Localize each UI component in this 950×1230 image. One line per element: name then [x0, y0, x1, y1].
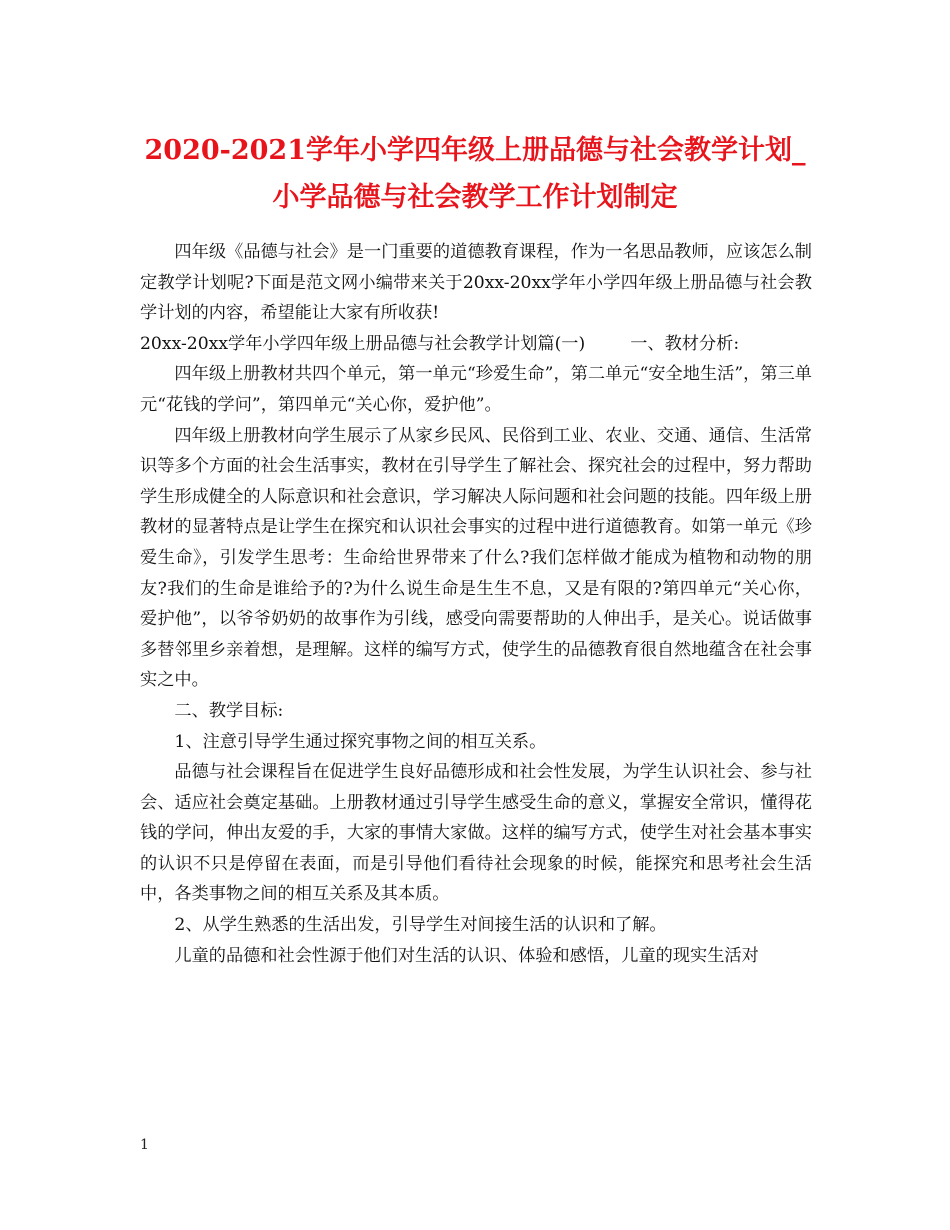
plan-heading-line — [140, 329, 812, 360]
paragraph-goal-2: 儿童的品德和社会性源于他们对生活的认识、体验和感悟，儿童的现实生活对 — [174, 945, 759, 966]
heading-spacer — [585, 329, 630, 360]
section-1-heading: 一、教材分析: — [630, 333, 740, 354]
goal-2-heading: 2、从学生熟悉的生活出发，引导学生对间接生活的认识和了解。 — [174, 915, 667, 936]
document-body — [140, 237, 812, 971]
paragraph-units: 四年级上册教材共四个单元，第一单元“珍爱生命”，第二单元“安全地生活”，第三单元“花钱的学问”，第四单元“关心你，爱护他”。 — [140, 364, 812, 415]
page-number: 1 — [140, 1137, 149, 1153]
document-title-line-1: 2020-2021学年小学四年级上册品德与社会教学计划_ — [144, 135, 806, 166]
paragraph-goal-1: 品德与社会课程旨在促进学生良好品德形成和社会性发展，为学生认识社会、参与社会、适应社会奠定基础。上册教材通过引导学生感受生命的意义，掌握安全常识，懂得花钱的学问，伸出友爱的手，大家的事情大家做。这样的编写方式，使学生对社会基本事实的认识不只是停留在表面，而是引导他们看待社会现象的时候，能探究和思考社会生活中，各类事物之间的相互关系及其本质。 — [140, 762, 812, 905]
goal-1-heading: 1、注意引导学生通过探究事物之间的相互关系。 — [174, 731, 547, 752]
intro-paragraph: 四年级《品德与社会》是一门重要的道德教育课程，作为一名思品教师，应该怎么制定教学计划呢?下面是范文网小编带来关于20xx-20xx学年小学四年级上册品德与社会教学计划的内容，希望能让大家有所收获! — [140, 242, 812, 324]
document-title-line-2: 小学品德与社会教学工作计划制定 — [272, 182, 678, 213]
section-2-heading: 二、教学目标: — [174, 700, 284, 721]
plan-heading: 20xx-20xx学年小学四年级上册品德与社会教学计划篇(一) — [140, 333, 586, 354]
paragraph-material-analysis: 四年级上册教材向学生展示了从家乡民风、民俗到工业、农业、交通、通信、生活常识等多个方面的社会生活事实，教材在引导学生了解社会、探究社会的过程中，努力帮助学生形成健全的人际意识和社会意识，学习解决人际问题和社会问题的技能。四年级上册教材的显著特点是让学生在探究和认识社会事实的过程中进行道德教育。如第一单元《珍爱生命》，引发学生思考：生命给世界带来了什么?我们怎样做才能成为植物和动物的朋友?我们的生命是谁给予的?为什么说生命是生生不息，又是有限的?第四单元“关心你，爱护他”，以爷爷奶奶的故事作为引线，感受向需要帮助的人伸出手，是关心。说话做事多替邻里乡亲着想，是理解。这样的编写方式，使学生的品德教育很自然地蕴含在社会事实之中。 — [140, 425, 812, 691]
